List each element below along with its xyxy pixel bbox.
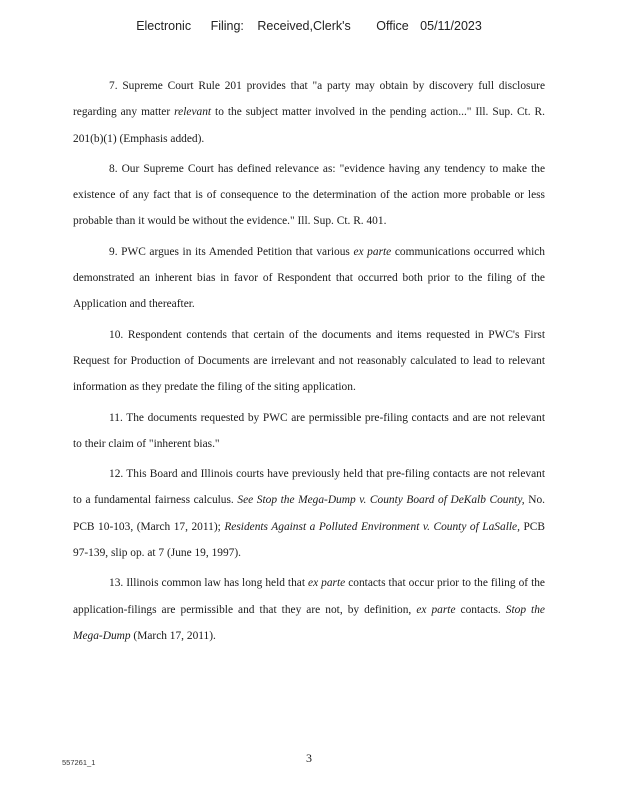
electronic-filing-stamp	[0, 19, 618, 33]
text-run: PCB 97-139, slip op. at 7 (June 19, 1997).	[73, 520, 545, 560]
stamp-date: 05/11/2023	[420, 19, 482, 33]
paragraph-10	[73, 322, 545, 401]
italic-text: ex parte	[353, 245, 392, 258]
text-run: No. PCB 10-103, (March 17, 2011);	[73, 494, 545, 533]
text-run: communications occurred which demonstrated an inherent bias in favor of Respondent that occurred both prior to the filing of the Application and thereafter.	[73, 245, 545, 311]
stamp-received-clerks: Received,Clerk's	[257, 19, 351, 33]
stamp-office: Office	[376, 19, 409, 33]
italic-text: Stop the Mega-Dump	[73, 603, 545, 642]
stamp-filing: Filing:	[210, 19, 244, 33]
text-run: 12. This Board and Illinois courts have previously held that pre-filing contacts are not relevant to a fundamental fairness calculus.	[73, 468, 545, 507]
paragraph-9	[73, 239, 545, 318]
paragraph-8	[73, 156, 545, 235]
italic-text: ex parte	[416, 603, 456, 616]
italic-text: ex parte	[308, 577, 346, 590]
stamp-electronic: Electronic	[136, 19, 192, 33]
italic-text: See Stop the Mega-Dump v. County Board of DeKalb County,	[237, 494, 525, 507]
document-id: 557261_1	[62, 758, 96, 767]
italic-text: Residents Against a Polluted Environment v. County of LaSalle,	[224, 520, 520, 533]
paragraph-11	[73, 405, 545, 458]
paragraph-7	[73, 73, 545, 152]
paragraph-13	[73, 570, 545, 649]
document-body	[73, 73, 545, 653]
text-run: 8. Our Supreme Court has defined relevance as: "evidence having any tendency to make the existence of any fact that is of consequence to the determination of the action more probable or less probable than it would be without the evidence." Ill. Sup. Ct. R. 401.	[73, 162, 545, 228]
text-run: 10. Respondent contends that certain of the documents and items requested in PWC's First Request for Production of Documents are irrelevant and not reasonably calculated to lead to relevant information as they predate the filing of the siting application.	[73, 328, 545, 394]
text-run: contacts that occur prior to the filing of the application-filings are permissible and that they are not, by definition,	[73, 577, 545, 616]
page-number: 3	[306, 751, 312, 765]
italic-text: relevant	[174, 106, 212, 119]
text-run: to the subject matter involved in the pending action..." Ill. Sup. Ct. R. 201(b)(1) (Emphasis added).	[73, 106, 545, 145]
text-run: 7. Supreme Court Rule 201 provides that "a party may obtain by discovery full disclosure regarding any matter	[73, 80, 545, 119]
text-run: (March 17, 2011).	[130, 629, 216, 642]
text-run: 9. PWC argues in its Amended Petition that various	[109, 245, 354, 258]
paragraph-12	[73, 461, 545, 566]
text-run: 13. Illinois common law has long held that	[109, 577, 309, 590]
text-run: contacts.	[455, 603, 506, 616]
text-run: 11. The documents requested by PWC are permissible pre-filing contacts and are not relevant to their claim of "inherent bias."	[73, 411, 545, 450]
